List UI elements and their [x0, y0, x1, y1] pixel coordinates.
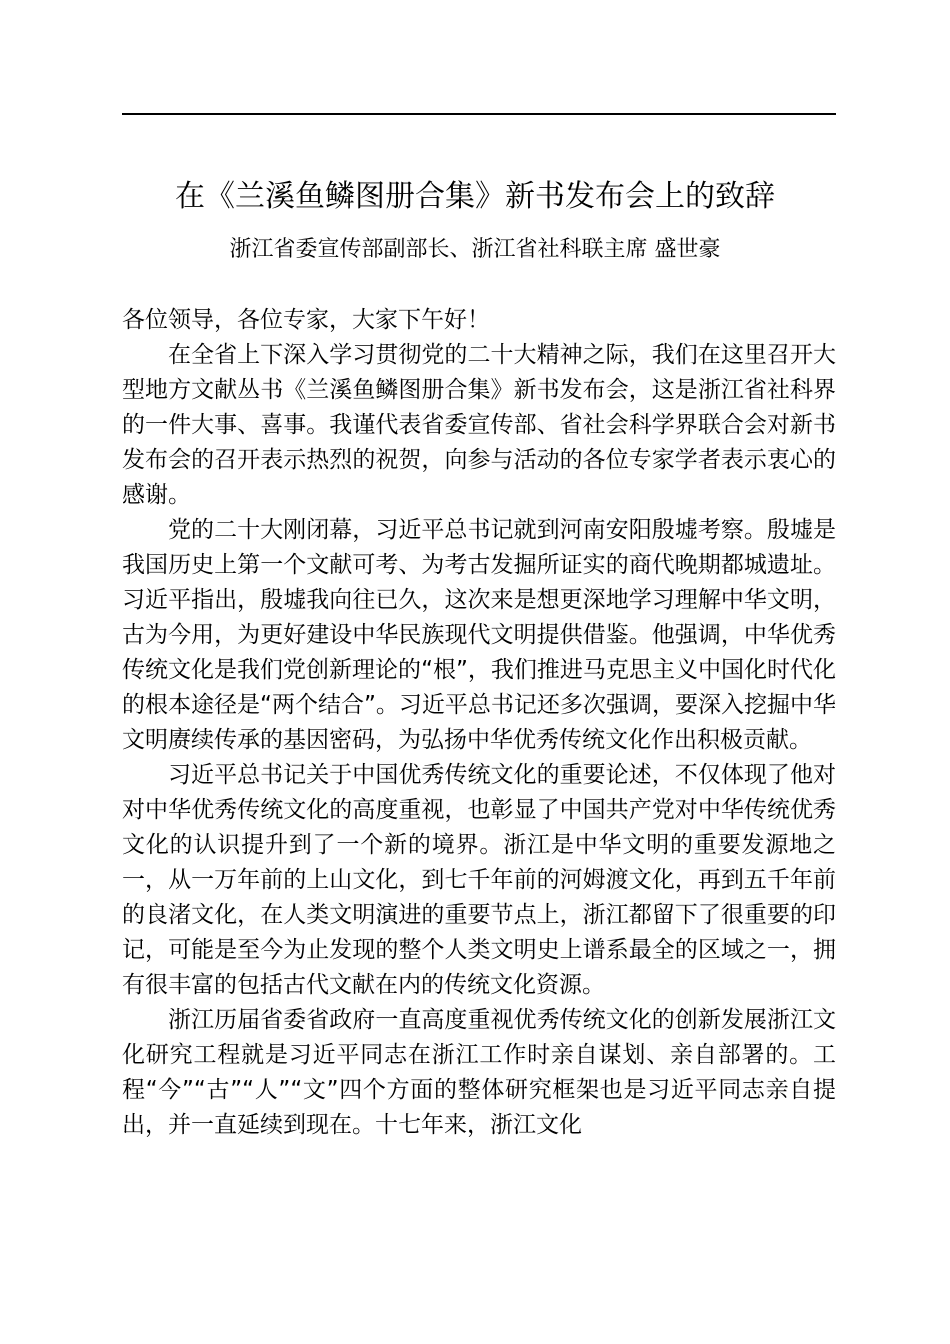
body-paragraph: 在全省上下深入学习贯彻党的二十大精神之际，我们在这里召开大型地方文献丛书《兰溪鱼鳞图册合集》新书发布会，这是浙江省社科界的一件大事、喜事。我谨代表省委宣传部、省社会科学界联合会对新书发布会的召开表示热烈的祝贺，向参与活动的各位专家学者表示衷心的感谢。: [122, 342, 836, 508]
body-paragraph: 习近平总书记关于中国优秀传统文化的重要论述，不仅体现了他对对中华优秀传统文化的高度重视，也彰显了中国共产党对中华传统优秀文化的认识提升到了一个新的境界。浙江是中华文明的重要发源地之一，从一万年前的上山文化，到七千年前的河姆渡文化，再到五千年前的良渚文化，在人类文明演进的重要节点上，浙江都留下了很重要的印记，可能是至今为止发现的整个人类文明史上谱系最全的区域之一，拥有很丰富的包括古代文献在内的传统文化资源。: [122, 762, 836, 998]
body-paragraph: 浙江历届省委省政府一直高度重视优秀传统文化的创新发展浙江文化研究工程就是习近平同志在浙江工作时亲自谋划、亲自部署的。工程“今”“古”“人”“文”四个方面的整体研究框架也是习近平同志亲自提出，并一直延续到现在。十七年来，浙江文化: [122, 1007, 836, 1138]
greeting-paragraph: 各位领导，各位专家，大家下午好！: [122, 307, 490, 333]
body-paragraph: 党的二十大刚闭幕，习近平总书记就到河南安阳殷墟考察。殷墟是我国历史上第一个文献可考、为考古发掘所证实的商代晚期都城遗址。习近平指出，殷墟我向往已久，这次来是想更深地学习理解中华文明，古为今用，为更好建设中华民族现代文明提供借鉴。他强调，中华优秀传统文化是我们党创新理论的“根”，我们推进马克思主义中国化时代化的根本途径是“两个结合”。习近平总书记还多次强调，要深入挖掘中华文明赓续传承的基因密码，为弘扬中华优秀传统文化作出积极贡献。: [122, 517, 836, 753]
document-author: 浙江省委宣传部副部长、浙江省社科联主席 盛世豪: [229, 237, 721, 262]
document-body: [122, 303, 836, 1143]
document-title: 在《兰溪鱼鳞图册合集》新书发布会上的致辞: [175, 179, 775, 214]
header-rule: [122, 113, 836, 115]
